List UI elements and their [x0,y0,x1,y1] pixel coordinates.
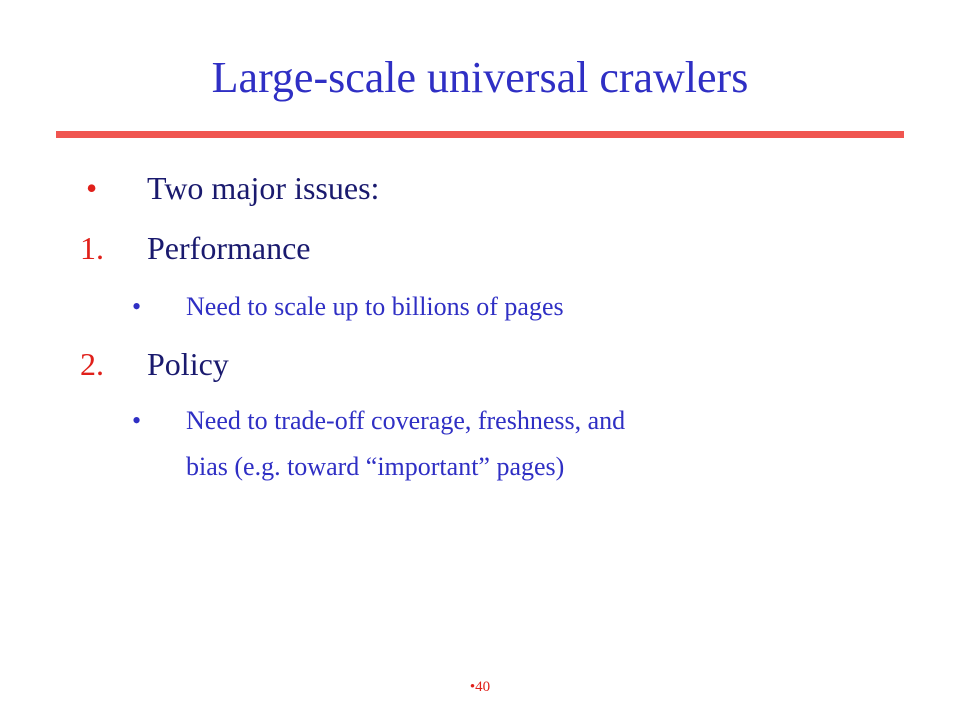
slide-title: Large-scale universal crawlers [211,53,749,102]
list-item-text-continued: bias (e.g. toward “important” pages) [186,452,565,481]
list-item-text: Need to scale up to billions of pages [186,292,564,321]
list-item-text: Need to trade-off coverage, freshness, and [186,406,626,435]
number-marker: 2. [80,346,104,382]
number-marker: 1. [80,230,104,266]
bullet-marker: • [86,170,98,206]
page-number: •40 [469,679,491,695]
sub-bullet-marker: • [132,292,142,321]
list-item-text: Performance [147,230,311,266]
sub-bullet-marker: • [132,406,142,435]
list-item-text: Two major issues: [147,170,380,206]
title-divider [56,131,904,138]
list-item-text: Policy [147,346,229,382]
